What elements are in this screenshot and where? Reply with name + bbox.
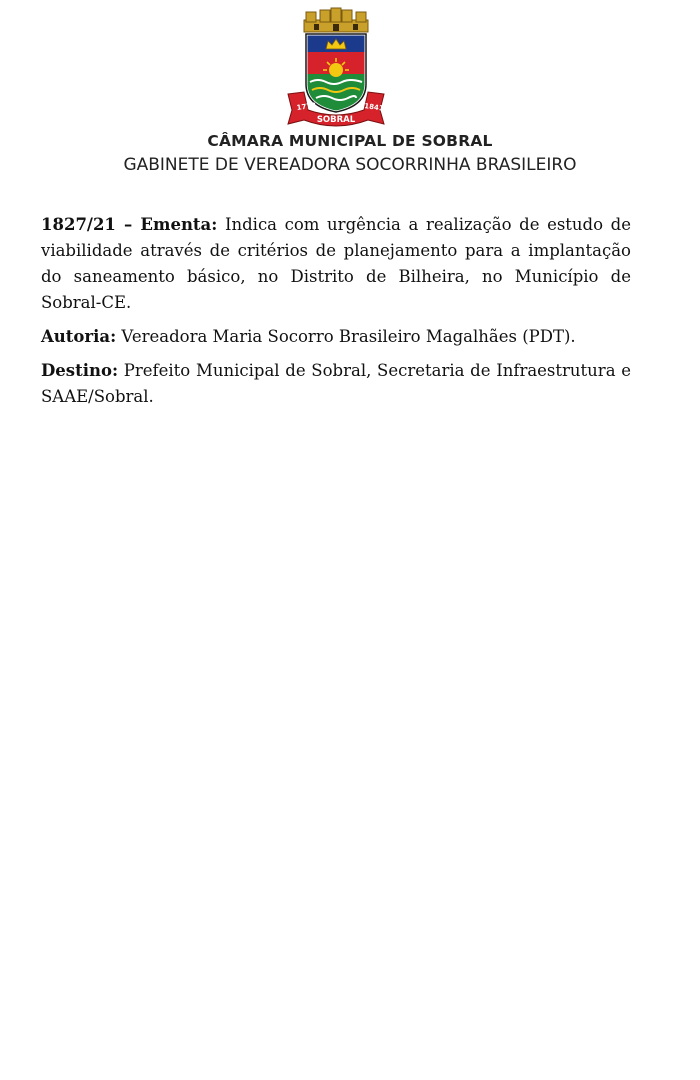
autoria-label: Autoria: <box>41 327 117 346</box>
svg-text:1841: 1841 <box>363 102 385 113</box>
autoria-text: Vereadora Maria Socorro Brasileiro Magalhães (PDT). <box>116 327 576 346</box>
destino-label: Destino: <box>41 361 119 380</box>
svg-text:SOBRAL: SOBRAL <box>316 115 356 125</box>
ementa-paragraph <box>41 212 631 316</box>
institution-title: CÂMARA MUNICIPAL DE SOBRAL <box>207 132 493 150</box>
document-body <box>41 212 631 418</box>
svg-text:1773: 1773 <box>296 101 317 112</box>
indication-number: 1827/21 <box>41 215 116 234</box>
ementa-text: Indica com urgência a realização de estudo de viabilidade através de critérios de planejamento para a implantação do saneamento básico, no Distrito de Bilheira, no Município de Sobral-CE. <box>41 215 631 312</box>
sobral-coat-of-arms-icon <box>284 6 388 130</box>
ementa-separator: – <box>115 215 141 234</box>
autoria-paragraph <box>41 324 631 350</box>
mural-crown-icon <box>304 8 368 32</box>
destino-text: Prefeito Municipal de Sobral, Secretaria de Infraestrutura e SAAE/Sobral. <box>41 361 631 406</box>
office-subtitle: GABINETE DE VEREADORA SOCORRINHA BRASILEIRO <box>123 155 577 175</box>
destino-paragraph <box>41 358 631 410</box>
ementa-label: Ementa: <box>140 215 218 234</box>
shield-icon <box>306 34 366 112</box>
